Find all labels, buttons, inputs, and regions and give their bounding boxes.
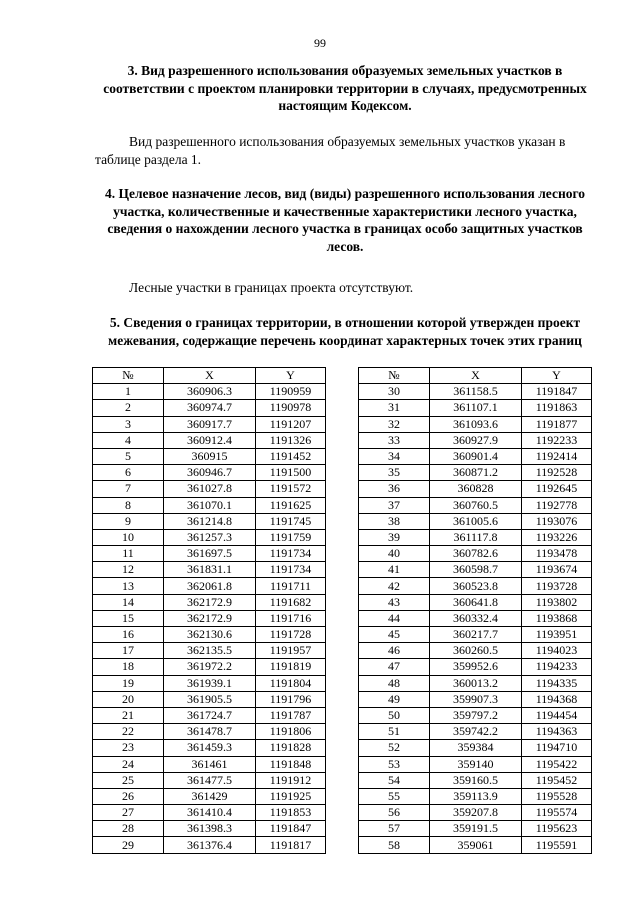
y-coordinate-cell: 1194368 — [522, 691, 592, 707]
x-coordinate-cell: 360915 — [164, 448, 256, 464]
table-row — [93, 627, 326, 643]
x-coordinate-cell: 360641.8 — [430, 594, 522, 610]
table-row — [93, 529, 326, 545]
y-coordinate-cell: 1191625 — [256, 497, 326, 513]
point-number-cell: 20 — [93, 691, 164, 707]
y-coordinate-cell: 1191828 — [256, 740, 326, 756]
x-coordinate-cell: 361376.4 — [164, 837, 256, 853]
table-row — [93, 562, 326, 578]
x-coordinate-cell: 361070.1 — [164, 497, 256, 513]
x-coordinate-cell: 360598.7 — [430, 562, 522, 578]
y-coordinate-cell: 1194335 — [522, 675, 592, 691]
point-number-cell: 25 — [93, 772, 164, 788]
y-coordinate-cell: 1194023 — [522, 643, 592, 659]
y-coordinate-cell: 1191957 — [256, 643, 326, 659]
point-number-cell: 32 — [359, 416, 430, 432]
point-number-cell: 23 — [93, 740, 164, 756]
point-number-cell: 26 — [93, 788, 164, 804]
point-number-cell: 45 — [359, 627, 430, 643]
point-number-cell: 57 — [359, 821, 430, 837]
table-row — [93, 691, 326, 707]
y-coordinate-cell: 1195528 — [522, 788, 592, 804]
point-number-cell: 28 — [93, 821, 164, 837]
point-number-cell: 33 — [359, 432, 430, 448]
y-coordinate-cell: 1195591 — [522, 837, 592, 853]
x-coordinate-cell: 361257.3 — [164, 529, 256, 545]
table-row — [359, 481, 592, 497]
table-row — [359, 448, 592, 464]
table-row — [359, 756, 592, 772]
y-coordinate-cell: 1194363 — [522, 724, 592, 740]
table-row — [93, 675, 326, 691]
y-coordinate-cell: 1193226 — [522, 529, 592, 545]
point-number-cell: 16 — [93, 627, 164, 643]
y-coordinate-cell: 1191847 — [256, 821, 326, 837]
point-number-cell: 51 — [359, 724, 430, 740]
x-coordinate-cell: 362135.5 — [164, 643, 256, 659]
x-coordinate-cell: 360828 — [430, 481, 522, 497]
x-coordinate-cell: 360946.7 — [164, 465, 256, 481]
x-coordinate-cell: 360912.4 — [164, 432, 256, 448]
x-coordinate-cell: 362130.6 — [164, 627, 256, 643]
x-coordinate-cell: 361410.4 — [164, 805, 256, 821]
page-number: 99 — [314, 36, 326, 50]
x-coordinate-cell: 360906.3 — [164, 384, 256, 400]
table-row — [93, 384, 326, 400]
coordinates-table-left — [92, 367, 326, 854]
x-coordinate-cell: 360760.5 — [430, 497, 522, 513]
y-coordinate-cell: 1191819 — [256, 659, 326, 675]
table-row — [93, 756, 326, 772]
header-x: X — [164, 368, 256, 384]
point-number-cell: 49 — [359, 691, 430, 707]
point-number-cell: 13 — [93, 578, 164, 594]
point-number-cell: 48 — [359, 675, 430, 691]
x-coordinate-cell: 359907.3 — [430, 691, 522, 707]
x-coordinate-cell: 361214.8 — [164, 513, 256, 529]
point-number-cell: 3 — [93, 416, 164, 432]
table-row — [359, 546, 592, 562]
y-coordinate-cell: 1191728 — [256, 627, 326, 643]
x-coordinate-cell: 361724.7 — [164, 707, 256, 723]
table-row — [93, 400, 326, 416]
x-coordinate-cell: 360523.8 — [430, 578, 522, 594]
y-coordinate-cell: 1195623 — [522, 821, 592, 837]
y-coordinate-cell: 1191572 — [256, 481, 326, 497]
y-coordinate-cell: 1191734 — [256, 562, 326, 578]
table-row — [359, 594, 592, 610]
x-coordinate-cell: 361939.1 — [164, 675, 256, 691]
table-row — [359, 627, 592, 643]
x-coordinate-cell: 361461 — [164, 756, 256, 772]
table-row — [93, 724, 326, 740]
point-number-cell: 5 — [93, 448, 164, 464]
y-coordinate-cell: 1191925 — [256, 788, 326, 804]
x-coordinate-cell: 362172.9 — [164, 594, 256, 610]
y-coordinate-cell: 1191817 — [256, 837, 326, 853]
section-4-heading: 4. Целевое назначение лесов, вид (виды) разрешенного использования лесного участка, количественные и качественные характеристики лесного участка, сведения о нахождении лесного участка в границах особо защитных участков лесов. — [104, 186, 586, 254]
table-row — [93, 772, 326, 788]
y-coordinate-cell: 1191863 — [522, 400, 592, 416]
table-row — [359, 497, 592, 513]
x-coordinate-cell: 361697.5 — [164, 546, 256, 562]
point-number-cell: 14 — [93, 594, 164, 610]
table-row — [359, 416, 592, 432]
table-row — [359, 740, 592, 756]
table-row — [359, 562, 592, 578]
x-coordinate-cell: 359061 — [430, 837, 522, 853]
y-coordinate-cell: 1191806 — [256, 724, 326, 740]
table-row — [93, 805, 326, 821]
table-row — [359, 384, 592, 400]
table-row — [359, 432, 592, 448]
point-number-cell: 1 — [93, 384, 164, 400]
table-row — [93, 513, 326, 529]
point-number-cell: 39 — [359, 529, 430, 545]
y-coordinate-cell: 1192528 — [522, 465, 592, 481]
x-coordinate-cell: 362172.9 — [164, 610, 256, 626]
table-row — [359, 675, 592, 691]
y-coordinate-cell: 1191500 — [256, 465, 326, 481]
table-row — [359, 400, 592, 416]
y-coordinate-cell: 1192414 — [522, 448, 592, 464]
point-number-cell: 41 — [359, 562, 430, 578]
y-coordinate-cell: 1193868 — [522, 610, 592, 626]
header-x: X — [430, 368, 522, 384]
table-row — [359, 772, 592, 788]
table-row — [93, 610, 326, 626]
header-number: № — [93, 368, 164, 384]
x-coordinate-cell: 359742.2 — [430, 724, 522, 740]
x-coordinate-cell: 359140 — [430, 756, 522, 772]
y-coordinate-cell: 1191452 — [256, 448, 326, 464]
table-row — [359, 513, 592, 529]
coordinates-table-right — [358, 367, 592, 854]
table-row — [359, 788, 592, 804]
x-coordinate-cell: 361478.7 — [164, 724, 256, 740]
x-coordinate-cell: 360332.4 — [430, 610, 522, 626]
point-number-cell: 36 — [359, 481, 430, 497]
x-coordinate-cell: 360871.2 — [430, 465, 522, 481]
point-number-cell: 2 — [93, 400, 164, 416]
point-number-cell: 40 — [359, 546, 430, 562]
table-row — [93, 594, 326, 610]
y-coordinate-cell: 1191877 — [522, 416, 592, 432]
table-row — [359, 707, 592, 723]
y-coordinate-cell: 1195574 — [522, 805, 592, 821]
y-coordinate-cell: 1192778 — [522, 497, 592, 513]
y-coordinate-cell: 1195422 — [522, 756, 592, 772]
table-row — [93, 643, 326, 659]
point-number-cell: 43 — [359, 594, 430, 610]
table-row — [93, 497, 326, 513]
header-y: Y — [522, 368, 592, 384]
y-coordinate-cell: 1193728 — [522, 578, 592, 594]
section-3-heading: 3. Вид разрешенного использования образуемых земельных участков в соответствии с проектом планировки территории в случаях, предусмотренных настоящим Кодексом. — [103, 63, 587, 113]
point-number-cell: 15 — [93, 610, 164, 626]
table-row — [359, 465, 592, 481]
table-row — [359, 724, 592, 740]
x-coordinate-cell: 360013.2 — [430, 675, 522, 691]
point-number-cell: 46 — [359, 643, 430, 659]
section-3-text: Вид разрешенного использования образуемых земельных участков указан в таблице раздела 1. — [95, 134, 566, 167]
point-number-cell: 21 — [93, 707, 164, 723]
y-coordinate-cell: 1191716 — [256, 610, 326, 626]
point-number-cell: 56 — [359, 805, 430, 821]
x-coordinate-cell: 359384 — [430, 740, 522, 756]
x-coordinate-cell: 361107.1 — [430, 400, 522, 416]
y-coordinate-cell: 1192645 — [522, 481, 592, 497]
table-row — [93, 465, 326, 481]
table-row — [359, 821, 592, 837]
table-row — [93, 578, 326, 594]
table-row — [93, 416, 326, 432]
table-row — [359, 805, 592, 821]
table-row — [93, 707, 326, 723]
point-number-cell: 17 — [93, 643, 164, 659]
x-coordinate-cell: 361477.5 — [164, 772, 256, 788]
point-number-cell: 47 — [359, 659, 430, 675]
y-coordinate-cell: 1191734 — [256, 546, 326, 562]
table-row — [359, 610, 592, 626]
point-number-cell: 37 — [359, 497, 430, 513]
y-coordinate-cell: 1191326 — [256, 432, 326, 448]
y-coordinate-cell: 1193478 — [522, 546, 592, 562]
point-number-cell: 29 — [93, 837, 164, 853]
table-row — [359, 837, 592, 853]
x-coordinate-cell: 360917.7 — [164, 416, 256, 432]
point-number-cell: 44 — [359, 610, 430, 626]
x-coordinate-cell: 361831.1 — [164, 562, 256, 578]
y-coordinate-cell: 1193802 — [522, 594, 592, 610]
table-row — [93, 481, 326, 497]
y-coordinate-cell: 1191745 — [256, 513, 326, 529]
point-number-cell: 8 — [93, 497, 164, 513]
table-row — [93, 546, 326, 562]
y-coordinate-cell: 1191682 — [256, 594, 326, 610]
point-number-cell: 38 — [359, 513, 430, 529]
y-coordinate-cell: 1191796 — [256, 691, 326, 707]
x-coordinate-cell: 361005.6 — [430, 513, 522, 529]
point-number-cell: 30 — [359, 384, 430, 400]
y-coordinate-cell: 1193951 — [522, 627, 592, 643]
y-coordinate-cell: 1191848 — [256, 756, 326, 772]
y-coordinate-cell: 1191711 — [256, 578, 326, 594]
table-row — [93, 788, 326, 804]
point-number-cell: 18 — [93, 659, 164, 675]
x-coordinate-cell: 360217.7 — [430, 627, 522, 643]
table-row — [93, 659, 326, 675]
point-number-cell: 50 — [359, 707, 430, 723]
y-coordinate-cell: 1194233 — [522, 659, 592, 675]
table-header-row — [93, 368, 326, 384]
x-coordinate-cell: 361972.2 — [164, 659, 256, 675]
point-number-cell: 4 — [93, 432, 164, 448]
y-coordinate-cell: 1193076 — [522, 513, 592, 529]
point-number-cell: 31 — [359, 400, 430, 416]
table-row — [359, 691, 592, 707]
x-coordinate-cell: 361158.5 — [430, 384, 522, 400]
x-coordinate-cell: 361398.3 — [164, 821, 256, 837]
table-row — [93, 821, 326, 837]
point-number-cell: 27 — [93, 805, 164, 821]
x-coordinate-cell: 359207.8 — [430, 805, 522, 821]
header-y: Y — [256, 368, 326, 384]
table-row — [359, 578, 592, 594]
x-coordinate-cell: 360260.5 — [430, 643, 522, 659]
y-coordinate-cell: 1191853 — [256, 805, 326, 821]
point-number-cell: 53 — [359, 756, 430, 772]
point-number-cell: 42 — [359, 578, 430, 594]
y-coordinate-cell: 1191847 — [522, 384, 592, 400]
section-4-text: Лесные участки в границах проекта отсутствуют. — [129, 280, 414, 295]
x-coordinate-cell: 360974.7 — [164, 400, 256, 416]
point-number-cell: 9 — [93, 513, 164, 529]
point-number-cell: 12 — [93, 562, 164, 578]
point-number-cell: 6 — [93, 465, 164, 481]
x-coordinate-cell: 360927.9 — [430, 432, 522, 448]
table-row — [359, 529, 592, 545]
y-coordinate-cell: 1195452 — [522, 772, 592, 788]
x-coordinate-cell: 359191.5 — [430, 821, 522, 837]
y-coordinate-cell: 1194454 — [522, 707, 592, 723]
table-row — [93, 837, 326, 853]
table-row — [93, 448, 326, 464]
x-coordinate-cell: 359797.2 — [430, 707, 522, 723]
point-number-cell: 19 — [93, 675, 164, 691]
x-coordinate-cell: 362061.8 — [164, 578, 256, 594]
x-coordinate-cell: 361093.6 — [430, 416, 522, 432]
y-coordinate-cell: 1193674 — [522, 562, 592, 578]
x-coordinate-cell: 361027.8 — [164, 481, 256, 497]
y-coordinate-cell: 1192233 — [522, 432, 592, 448]
y-coordinate-cell: 1191804 — [256, 675, 326, 691]
point-number-cell: 54 — [359, 772, 430, 788]
y-coordinate-cell: 1190978 — [256, 400, 326, 416]
x-coordinate-cell: 361117.8 — [430, 529, 522, 545]
point-number-cell: 22 — [93, 724, 164, 740]
x-coordinate-cell: 359113.9 — [430, 788, 522, 804]
table-row — [93, 432, 326, 448]
x-coordinate-cell: 360782.6 — [430, 546, 522, 562]
y-coordinate-cell: 1191207 — [256, 416, 326, 432]
section-5-heading: 5. Сведения о границах территории, в отношении которой утвержден проект межевания, содержащие перечень координат характерных точек этих границ — [108, 315, 582, 348]
y-coordinate-cell: 1191787 — [256, 707, 326, 723]
point-number-cell: 24 — [93, 756, 164, 772]
point-number-cell: 7 — [93, 481, 164, 497]
table-row — [93, 740, 326, 756]
y-coordinate-cell: 1191912 — [256, 772, 326, 788]
point-number-cell: 52 — [359, 740, 430, 756]
x-coordinate-cell: 360901.4 — [430, 448, 522, 464]
point-number-cell: 35 — [359, 465, 430, 481]
point-number-cell: 11 — [93, 546, 164, 562]
y-coordinate-cell: 1191759 — [256, 529, 326, 545]
point-number-cell: 55 — [359, 788, 430, 804]
point-number-cell: 34 — [359, 448, 430, 464]
table-row — [359, 643, 592, 659]
x-coordinate-cell: 359160.5 — [430, 772, 522, 788]
point-number-cell: 10 — [93, 529, 164, 545]
x-coordinate-cell: 359952.6 — [430, 659, 522, 675]
x-coordinate-cell: 361459.3 — [164, 740, 256, 756]
y-coordinate-cell: 1190959 — [256, 384, 326, 400]
y-coordinate-cell: 1194710 — [522, 740, 592, 756]
header-number: № — [359, 368, 430, 384]
point-number-cell: 58 — [359, 837, 430, 853]
x-coordinate-cell: 361905.5 — [164, 691, 256, 707]
table-header-row — [359, 368, 592, 384]
x-coordinate-cell: 361429 — [164, 788, 256, 804]
table-row — [359, 659, 592, 675]
